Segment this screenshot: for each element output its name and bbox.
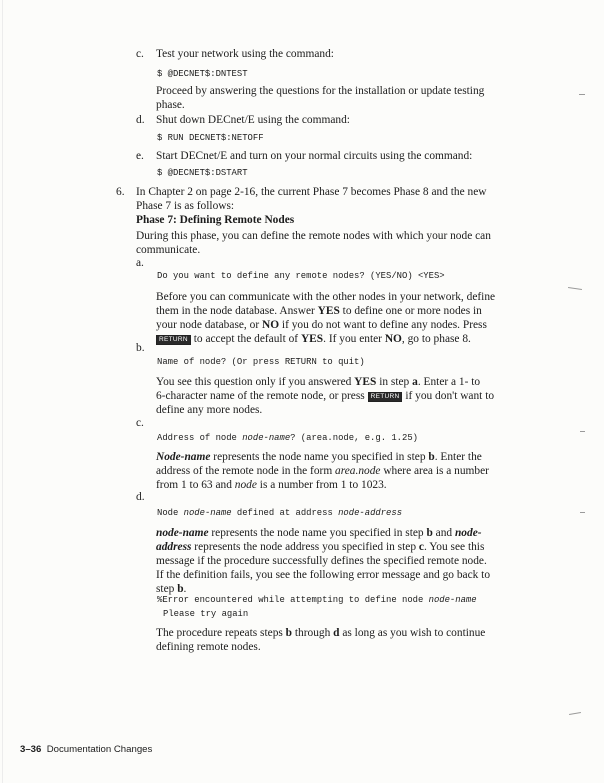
- repeat-para-line1: The procedure repeats steps b through d as long as you wish to continue: [156, 627, 486, 639]
- scan-edge: [2, 0, 3, 783]
- step-b-para-line1: You see this question only if you answered YES in step a. Enter a 1- to: [156, 376, 481, 388]
- margin-tick: [580, 512, 585, 513]
- item-6-label: 6.: [116, 186, 125, 198]
- step-d-para-line2: address represents the node address you specified in step c. You see this: [156, 541, 485, 553]
- item-e-label: e.: [136, 150, 144, 162]
- phase-7-intro-line1: During this phase, you can define the remote nodes with which your node can: [136, 230, 491, 242]
- step-a-prompt: Do you want to define any remote nodes? (YES/NO) <YES>: [157, 271, 445, 281]
- item-6-line2: Phase 7 is as follows:: [136, 200, 235, 212]
- command-dntest: $ @DECNET$:DNTEST: [157, 69, 248, 79]
- return-key-icon: RETURN: [156, 335, 191, 345]
- step-d-para-line1: node-name represents the node name you specified in step b and node-: [156, 527, 482, 539]
- step-c-para-line2: address of the remote node in the form area.node where area is a number: [156, 465, 489, 477]
- repeat-para-line2: defining remote nodes.: [156, 641, 261, 653]
- margin-tick: [580, 431, 585, 432]
- item-d-text: Shut down DECnet/E using the command:: [156, 114, 350, 126]
- step-a-para-line3: your node database, or NO if you do not want to define any nodes. Press: [156, 319, 487, 331]
- step-d-para-line3: message if the procedure successfully defines the specified remote node.: [156, 555, 487, 567]
- step-c-label: c.: [136, 417, 144, 429]
- return-key-icon: RETURN: [368, 392, 403, 402]
- item-c-proceed-line2: phase.: [156, 99, 185, 111]
- margin-tick: [569, 712, 581, 715]
- step-d-label: d.: [136, 491, 145, 503]
- step-a-label: a.: [136, 257, 144, 269]
- page-footer: [20, 744, 152, 755]
- step-d-para-line5: step b.: [156, 583, 187, 595]
- item-6-line1: In Chapter 2 on page 2-16, the current Phase 7 becomes Phase 8 and the new: [136, 186, 487, 198]
- item-c-label: c.: [136, 48, 144, 60]
- step-a-para-line2: them in the node database. Answer YES to define one or more nodes in: [156, 305, 482, 317]
- step-b-para-line3: define any more nodes.: [156, 404, 263, 416]
- margin-tick: [579, 94, 585, 95]
- phase-7-intro-line2: communicate.: [136, 244, 201, 256]
- footer-title: Documentation Changes: [46, 744, 153, 755]
- step-c-para-line1: Node-name represents the node name you specified in step b. Enter the: [156, 451, 482, 463]
- phase-7-heading: Phase 7: Defining Remote Nodes: [136, 214, 295, 226]
- command-dstart: $ @DECNET$:DSTART: [157, 168, 248, 178]
- error-message-line1: %Error encountered while attempting to define node node-name: [157, 595, 477, 605]
- step-b-label: b.: [136, 342, 145, 354]
- item-e-text: Start DECnet/E and turn on your normal circuits using the command:: [156, 150, 473, 162]
- item-c-text: Test your network using the command:: [156, 48, 334, 60]
- page-number: 3–36: [20, 744, 42, 755]
- item-c-proceed-line1: Proceed by answering the questions for the installation or update testing: [156, 85, 485, 97]
- step-a-para-line1: Before you can communicate with the other nodes in your network, define: [156, 291, 496, 303]
- step-a-para-line4: RETURN to accept the default of YES. If you enter NO, go to phase 8.: [156, 332, 471, 346]
- margin-tick: [568, 287, 582, 290]
- error-message-line2: Please try again: [163, 609, 249, 619]
- step-c-prompt: Address of node node-name? (area.node, e.g. 1.25): [157, 433, 418, 443]
- step-c-para-line3: from 1 to 63 and node is a number from 1 to 1023.: [156, 479, 387, 491]
- step-b-para-line2: 6-character name of the remote node, or press RETURN if you don't want to: [156, 390, 495, 402]
- step-b-prompt: Name of node? (Or press RETURN to quit): [157, 357, 365, 367]
- item-d-label: d.: [136, 114, 145, 126]
- step-d-prompt: Node node-name defined at address node-address: [157, 508, 403, 518]
- command-netoff: $ RUN DECNET$:NETOFF: [157, 133, 264, 143]
- step-d-para-line4: If the definition fails, you see the following error message and go back to: [156, 569, 491, 581]
